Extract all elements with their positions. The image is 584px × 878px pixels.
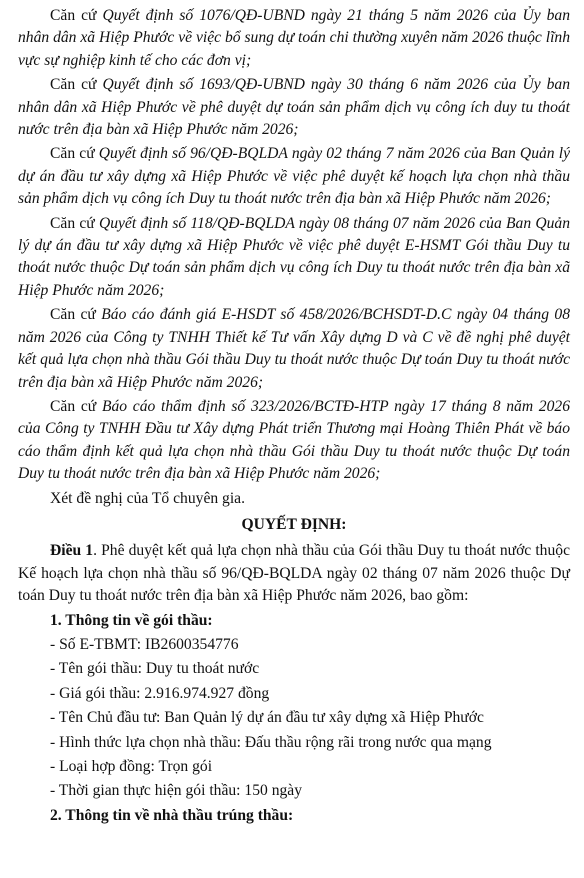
decision-heading: QUYẾT ĐỊNH:	[241, 515, 347, 533]
can-cu-prefix: Căn cứ	[50, 397, 102, 415]
package-info-item: - Thời gian thực hiện gói thầu: 150 ngày	[50, 782, 303, 800]
can-cu-prefix: Căn cứ	[50, 76, 103, 94]
section-1-title: 1. Thông tin về gói thầu:	[50, 611, 213, 629]
can-cu-text: Quyết định số 118/QĐ-BQLDA ngày 08 tháng 07 năm 2026 của Ban Quản lý dự án đầu tư xây dựng xã Hiệp Phước về việc phê duyệt E-HSMT Gói thầu Duy tu thoát nước thuộc Dự toán sản phẩm dịch vụ công ích Duy tu thoát nước trên địa bàn xã Hiệp Phước năm 2026;	[18, 214, 570, 299]
package-info-item: - Giá gói thầu: 2.916.974.927 đồng	[50, 684, 270, 702]
can-cu-prefix: Căn cứ	[50, 214, 99, 232]
xet-de-nghi-paragraph: Xét đề nghị của Tổ chuyên gia.	[50, 489, 246, 507]
can-cu-paragraph-5	[18, 304, 570, 394]
package-info-item: - Số E-TBMT: IB2600354776	[50, 635, 239, 653]
can-cu-paragraph-6	[18, 396, 570, 486]
can-cu-prefix: Căn cứ	[50, 7, 103, 24]
can-cu-prefix: Căn cứ	[50, 306, 102, 324]
section-2-title: 2. Thông tin về nhà thầu trúng thầu:	[50, 806, 294, 824]
can-cu-text: Quyết định số 1693/QĐ-UBND ngày 30 tháng 6 năm 2026 của Ủy ban nhân dân xã Hiệp Phước về phê duyệt dự toán sản phẩm dịch vụ công ích duy tu thoát nước trên địa bàn xã Hiệp Phước năm 2026;	[18, 76, 571, 139]
package-info-item: - Loại hợp đồng: Trọn gói	[50, 758, 213, 775]
package-info-item: - Tên Chủ đầu tư: Ban Quản lý dự án đầu tư xây dựng xã Hiệp Phước	[50, 709, 484, 727]
can-cu-paragraph-2	[18, 74, 570, 141]
can-cu-text: Báo cáo thẩm định số 323/2026/BCTĐ-HTP ngày 17 tháng 8 năm 2026 của Công ty TNHH Đầu tư Xây dựng Phát triển Thương mại Hoàng Thiên Phát về báo cáo thẩm định kết quả lựa chọn nhà thầu Gói thầu Duy tu thoát nước thuộc Dự toán Duy tu thoát nước trên địa bàn xã Hiệp Phước năm 2026;	[18, 397, 570, 483]
can-cu-paragraph-4	[18, 213, 570, 303]
can-cu-text: Báo cáo đánh giá E-HSDT số 458/2026/BCHSDT-D.C ngày 04 tháng 08 năm 2026 của Công ty TNHH Thiết kế Tư vấn Xây dựng D và C về đề nghị phê duyệt kết quả lựa chọn nhà thầu Gói thầu Duy tu thoát nước thuộc Dự toán Duy tu thoát nước trên địa bàn xã Hiệp Phước năm 2026;	[18, 306, 570, 391]
can-cu-text: Quyết định số 1076/QĐ-UBND ngày 21 tháng 5 năm 2026 của Ủy ban nhân dân xã Hiệp Phước về việc bổ sung dự toán chi thường xuyên năm 2026 thuộc lĩnh vực sự nghiệp kinh tế cho các đơn vị;	[18, 7, 571, 69]
can-cu-text: Quyết định số 96/QĐ-BQLDA ngày 02 tháng 7 năm 2026 của Ban Quản lý dự án đầu tư xây dựng xã Hiệp Phước về việc phê duyệt kế hoạch lựa chọn nhà thầu sản phẩm dịch vụ công ích Duy tu thoát nước trên địa bàn xã Hiệp Phước năm 2026;	[18, 145, 570, 208]
dieu-1-paragraph	[18, 540, 570, 607]
package-info-item: - Hình thức lựa chọn nhà thầu: Đấu thầu rộng rãi trong nước qua mạng	[50, 733, 492, 751]
can-cu-paragraph-3	[18, 143, 570, 210]
dieu-1-label: Điều 1	[50, 542, 94, 560]
can-cu-prefix: Căn cứ	[50, 145, 99, 163]
package-info-item: - Tên gói thầu: Duy tu thoát nước	[50, 660, 260, 678]
can-cu-paragraph-1	[18, 5, 570, 72]
dieu-1-text: . Phê duyệt kết quả lựa chọn nhà thầu của Gói thầu Duy tu thoát nước thuộc Kế hoạch lựa chọn nhà thầu số 96/QĐ-BQLDA ngày 02 tháng 07 năm 2026 thuộc Dự toán Duy tu thoát nước trên địa bàn xã Hiệp Phước năm 2026, bao gồm:	[18, 542, 570, 605]
